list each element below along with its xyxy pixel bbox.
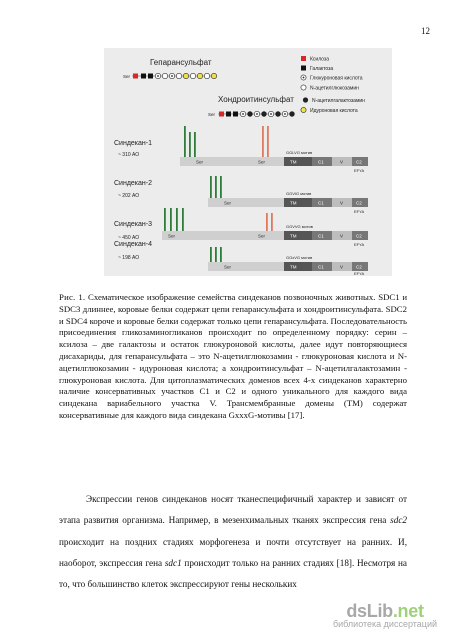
- syndecan-4-size: ~ 198 АО: [118, 255, 140, 261]
- figure-caption-label: Рис. 1.: [59, 292, 86, 302]
- syndecan-1-cs-chain: [267, 126, 269, 158]
- heparan-ser-label: Ser: [123, 74, 131, 79]
- body-paragraph: [59, 489, 407, 595]
- svg-text:C1: C1: [318, 264, 324, 270]
- syndecan-1-tm: [284, 157, 312, 166]
- syndecan-3-hs-chain: [182, 208, 184, 232]
- syndecan-1-ser1: Ser: [196, 159, 204, 165]
- chondroitin-galnac-1: [247, 111, 252, 116]
- legend-iduronic-label: Идуроновая кислота: [310, 108, 358, 114]
- gene-sdc2: sdc2: [390, 515, 407, 526]
- legend-iduronic-swatch: [301, 107, 306, 112]
- legend-galactose-swatch: [301, 66, 306, 71]
- body-text-part-3: происходит только на ранних стадиях [18]. Несмотря на то, что большинство клеток экспрессируют гены нескольких: [59, 557, 407, 590]
- syndecan-2-size: ~ 202 АО: [118, 193, 140, 199]
- syndecan-1-ser2: Ser: [258, 159, 266, 165]
- syndecan-3-tm: [284, 231, 312, 240]
- syndecan-1-hs-chain: [184, 126, 186, 158]
- syndecan-3-motif: GGVVG мотив: [286, 224, 313, 229]
- syndecan-4-tm: [284, 262, 312, 271]
- legend-galnac-swatch: [303, 97, 308, 102]
- watermark-subtitle: библиотека диссертаций: [332, 619, 437, 629]
- syndecan-2-ectodomain: [208, 198, 284, 207]
- syndecan-1-hs-chain: [189, 132, 191, 158]
- syndecan-4-hs-chain: [210, 247, 212, 263]
- syndecan-1-size: ~ 310 АО: [118, 152, 140, 158]
- heparan-iduronic-2: [197, 73, 202, 78]
- body-text-part-2: происходит на поздних стадиях морфогенеза и почти отсутствует на ранних. И, наоборот, экспрессия гена: [59, 536, 407, 568]
- svg-text:V: V: [340, 200, 344, 206]
- legend-glcnac-label: N-ацетилглюкозамин: [310, 85, 359, 92]
- gene-sdc1: sdc1: [164, 557, 182, 568]
- svg-text:V: V: [340, 159, 344, 165]
- syndecan-3-ectodomain: [162, 231, 284, 240]
- syndecan-2-hs-chain: [220, 176, 222, 199]
- svg-text:C2: C2: [356, 264, 362, 270]
- syndecan-1-efya: EFYA: [354, 168, 365, 173]
- heparan-galactose-2: [148, 74, 153, 79]
- syndecan-3-efya: EFYA: [354, 242, 365, 247]
- svg-text:C1: C1: [318, 200, 324, 206]
- syndecan-1-motif: GGLVG мотив: [286, 150, 313, 155]
- syndecan-2-efya: EFYA: [354, 209, 365, 214]
- legend-galnac-label: N-ацетилгалактозамин: [312, 98, 365, 104]
- syndecan-2-ser1: Ser: [224, 200, 232, 206]
- syndecan-2-hs-chain: [210, 176, 212, 199]
- svg-text:C2: C2: [356, 159, 362, 165]
- heparan-iduronic-3: [211, 73, 216, 78]
- legend-glcnac-swatch: [301, 85, 306, 90]
- syndecan-3-hs-chain: [176, 208, 178, 232]
- legend-xylose-label: Ксилоза: [310, 56, 329, 63]
- syndecan-2-tm: [284, 198, 312, 207]
- watermark-logo: dsLib.net: [346, 601, 424, 621]
- chondroitin-ser-label: Ser: [208, 112, 216, 117]
- syndecan-4-hs-chain: [215, 247, 217, 263]
- heparan-galactose-1: [141, 74, 146, 79]
- svg-text:TM: TM: [290, 159, 297, 165]
- heparan-glcnac-3: [190, 73, 195, 78]
- syndecan-4: [114, 241, 368, 276]
- syndecan-1: [114, 126, 368, 173]
- svg-text:C2: C2: [356, 233, 362, 239]
- svg-text:TM: TM: [290, 233, 297, 239]
- syndecan-3-ser1: Ser: [168, 233, 176, 239]
- figure-caption-text: Схематическое изображение семейства синдеканов позвоночных животных. SDC1 и SDC3 длиннее, коровые белки содержат цепи гепарансульфата и хондроитинсульфата. SDC2 и SDC4 короче и коровые белки содержат только цепи гепарансульфата. Последовательность присоединения гликозаминогликанов происходит по определенному порядку: серин – ксилоза – две галактозы и остаток глюкуроновой кислоты, далее идут повторяющиеся дисахариды, для гепарансульфата – это N-ацетилглюкозамин - глюкуроновая кислота и N-ацетилглюкозамин - идуроновая кислота; а хондроитинсульфат – N-ацетилгалактозамин - глюкуроновая кислота. Для цитоплазматических доменов всех 4-х синдеканов характерно наличие консервативных участков C1 и C2 и одного уникального для каждого вида синдекана вариабельного участка V. Трансмембранные домены (TM) содержат консервативные для каждого вида синдекана GxxxG-мотивы [17].: [59, 292, 408, 420]
- figure-caption: [59, 292, 407, 422]
- heparan-glcnac-2: [176, 73, 181, 78]
- heparan-title: Гепарансульфат: [150, 58, 212, 67]
- chondroitin-galactose-2: [233, 112, 238, 117]
- svg-text:C2: C2: [356, 200, 362, 206]
- svg-text:C1: C1: [318, 233, 324, 239]
- syndecan-4-name: Синдекан-4: [114, 241, 153, 248]
- syndecan-3-cs-chain: [271, 213, 273, 232]
- syndecan-3-hs-chain: [164, 208, 166, 232]
- chondroitin-title: Хондроитинсульфат: [218, 95, 294, 104]
- legend-galactose-label: Галактоза: [310, 66, 334, 72]
- syndecan-3-size: ~ 450 АО: [118, 235, 140, 241]
- legend-xylose-swatch: [301, 56, 306, 61]
- heparan-xylose: [133, 74, 138, 79]
- legend: [301, 56, 365, 114]
- syndecan-1-cs-chain: [262, 126, 264, 158]
- chondroitin-galactose-1: [226, 112, 231, 117]
- legend-glucuronic-label: Глюкуроновая кислота: [310, 75, 363, 82]
- syndecan-4-motif: GGxVG мотив: [286, 255, 313, 260]
- syndecan-2-name: Синдекан-2: [114, 180, 153, 187]
- syndecan-4-ser1: Ser: [224, 264, 232, 270]
- syndecan-2-hs-chain: [215, 176, 217, 199]
- heparan-glcnac-1: [162, 73, 167, 78]
- chondroitin-xylose: [219, 112, 224, 117]
- syndecan-1-name: Синдекан-1: [114, 140, 153, 147]
- syndecan-3: [114, 208, 368, 247]
- syndecan-3-cs-chain: [266, 213, 268, 232]
- syndecan-2-motif: GGVIG мотив: [286, 191, 312, 196]
- watermark: [330, 601, 440, 629]
- svg-text:V: V: [340, 264, 344, 270]
- chondroitin-galnac-3: [275, 111, 280, 116]
- svg-text:V: V: [340, 233, 344, 239]
- syndecan-4-hs-chain: [220, 247, 222, 263]
- body-text-part-1: Экспрессии генов синдеканов носят тканеспецифичный характер и зависят от этапа развития организма. Например, в мезенхимальных тканях экспрессия гена: [59, 494, 407, 526]
- syndecan-figure: [104, 48, 392, 276]
- svg-text:TM: TM: [290, 200, 297, 206]
- syndecan-2: [114, 176, 368, 214]
- syndecan-3-hs-chain: [170, 208, 172, 232]
- page-number: 12: [421, 26, 430, 36]
- chondroitin-galnac-2: [261, 111, 266, 116]
- syndecan-3-ser2: Ser: [258, 233, 266, 239]
- syndecan-4-efya: EFYA: [354, 271, 365, 276]
- heparan-glcnac-4: [204, 73, 209, 78]
- svg-text:TM: TM: [290, 264, 297, 270]
- svg-text:C1: C1: [318, 159, 324, 165]
- heparan-iduronic-1: [183, 73, 188, 78]
- chondroitin-galnac-4: [289, 111, 294, 116]
- syndecan-4-ectodomain: [208, 262, 284, 271]
- syndecan-1-hs-chain: [194, 132, 196, 158]
- syndecan-3-name: Синдекан-3: [114, 221, 153, 228]
